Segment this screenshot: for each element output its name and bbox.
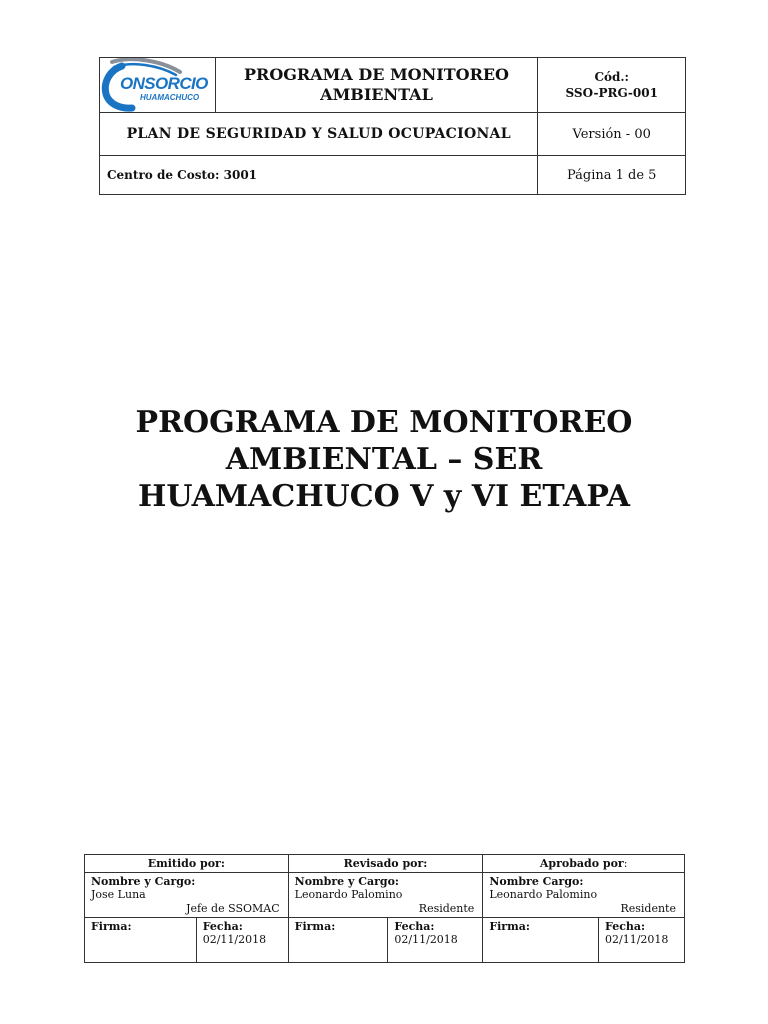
logo-word-sub: HUAMACHUCO (140, 93, 200, 102)
cover-title-line2: AMBIENTAL – SER (225, 442, 543, 477)
document-header-table (99, 57, 686, 195)
approved-by-name-cell (483, 873, 685, 918)
reviewer-date: 02/11/2018 (394, 933, 458, 946)
issuer-role: Jefe de SSOMAC (186, 902, 280, 915)
document-title-line1: PROGRAMA DE MONITOREO (243, 65, 509, 84)
issued-by-heading: Emitido por: (85, 855, 289, 873)
approver-name: Leonardo Palomino (489, 888, 598, 901)
document-title-cell (215, 58, 538, 113)
reviewed-by-name-cell (288, 873, 483, 918)
page-number: Página 1 de 5 (538, 156, 686, 195)
issuer-signature-cell: Firma: (85, 918, 197, 963)
cover-title (84, 404, 684, 515)
issuer-date-cell: Fecha: 02/11/2018 (196, 918, 288, 963)
issued-by-name-cell (85, 873, 289, 918)
issuer-date: 02/11/2018 (202, 933, 267, 946)
cover-title-line3: HUAMACHUCO V y VI ETAPA (137, 479, 630, 514)
name-label: Nombre Cargo: (489, 875, 584, 888)
name-label: Nombre y Cargo: (91, 875, 196, 888)
document-code-cell (538, 58, 686, 113)
reviewer-date-cell: Fecha: 02/11/2018 (388, 918, 483, 963)
plan-name: PLAN DE SEGURIDAD Y SALUD OCUPACIONAL (100, 113, 538, 156)
document-title-line2: AMBIENTAL (320, 85, 433, 104)
reviewer-role: Residente (418, 902, 475, 915)
company-logo (100, 58, 211, 112)
reviewer-name: Leonardo Palomino (294, 888, 403, 901)
code-value: SSO-PRG-001 (565, 86, 658, 100)
issuer-name: Jose Luna (91, 888, 146, 901)
reviewed-by-heading: Revisado por: (288, 855, 483, 873)
approver-date: 02/11/2018 (605, 933, 669, 946)
reviewer-signature-cell: Firma: (288, 918, 388, 963)
approver-date-cell: Fecha: 02/11/2018 (599, 918, 685, 963)
approver-role: Residente (620, 902, 676, 915)
approved-by-heading: Aprobado por: (483, 855, 685, 873)
cover-title-line1: PROGRAMA DE MONITOREO (135, 405, 633, 440)
cost-center: Centro de Costo: 3001 (100, 156, 538, 195)
logo-word-main: ONSORCIO (120, 74, 208, 93)
code-label: Cód.: (594, 70, 629, 84)
signature-table (84, 854, 685, 963)
approver-signature-cell: Firma: (483, 918, 599, 963)
name-label: Nombre y Cargo: (294, 875, 399, 888)
version-label: Versión - 00 (538, 113, 686, 156)
logo-cell (100, 58, 216, 113)
